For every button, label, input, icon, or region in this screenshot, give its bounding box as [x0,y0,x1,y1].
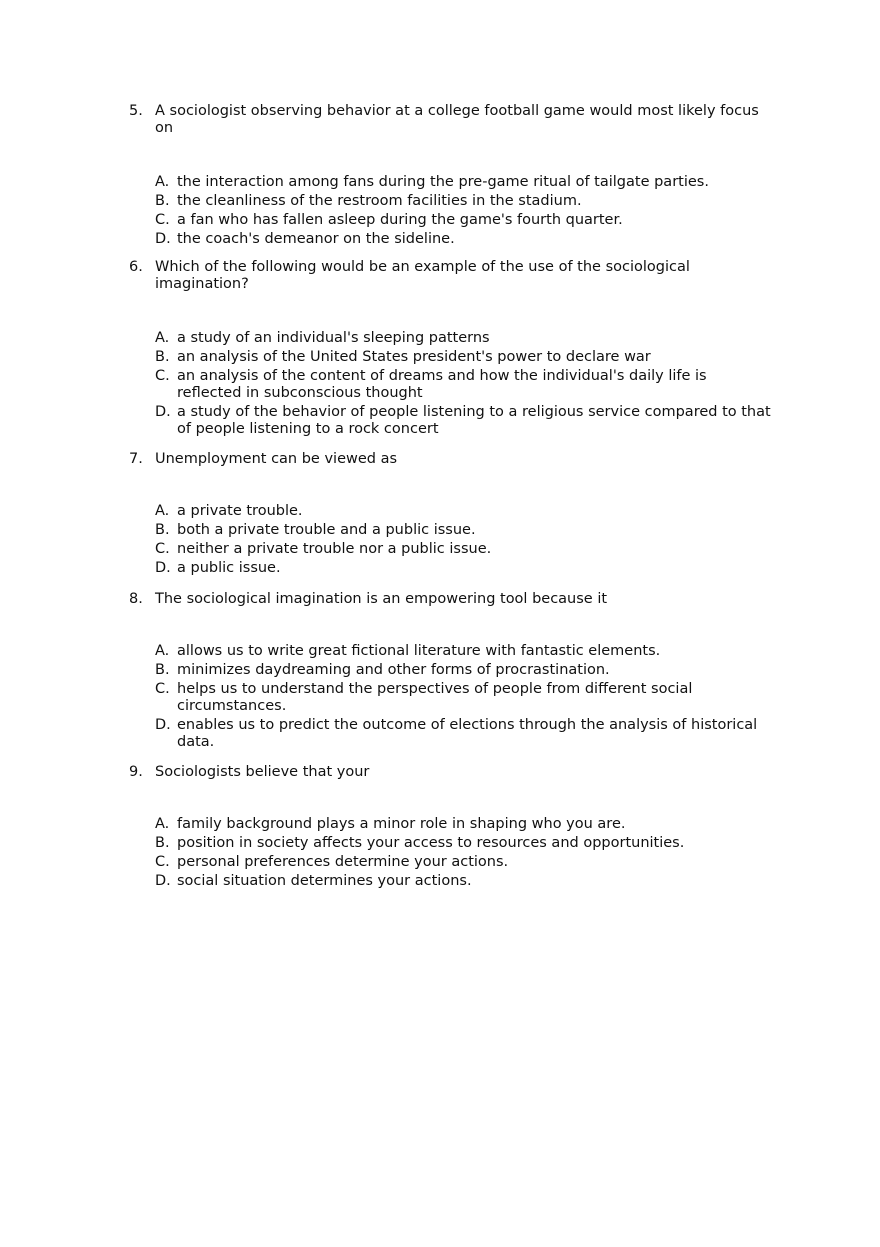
option-letter: C. [155,854,170,870]
option-a [155,174,774,191]
question-9 [129,764,774,892]
question-number: 6. [129,259,143,275]
question-text: Which of the following would be an example of the use of the sociological imagination? [155,259,690,292]
option-text: social situation determines your actions. [177,873,472,889]
question-stem [129,259,774,293]
option-list [155,643,774,751]
option-list [155,174,774,248]
option-c [155,368,774,402]
option-letter: C. [155,681,170,697]
question-6 [129,259,774,440]
option-letter: B. [155,193,170,209]
option-d [155,560,774,577]
question-text: Unemployment can be viewed as [155,451,398,467]
option-letter: B. [155,349,170,365]
option-d [155,873,774,890]
option-text: both a private trouble and a public issue. [177,522,476,538]
option-b [155,193,774,210]
question-8 [129,591,774,753]
option-text: helps us to understand the perspectives of people from different social circumstances. [177,681,693,714]
option-list [155,330,774,438]
option-d [155,404,774,438]
question-stem [129,591,774,608]
question-text: A sociologist observing behavior at a college football game would most likely focus on [155,103,759,136]
option-letter: C. [155,368,170,384]
option-b [155,522,774,539]
option-a [155,503,774,520]
option-text: enables us to predict the outcome of elections through the analysis of historical data. [177,717,758,750]
option-a [155,816,774,833]
option-text: an analysis of the content of dreams and how the individual's daily life is reflected in subconscious thought [177,368,707,401]
option-b [155,662,774,679]
option-text: the interaction among fans during the pre-game ritual of tailgate parties. [177,174,709,190]
option-letter: A. [155,330,170,346]
option-c [155,212,774,229]
option-letter: A. [155,643,170,659]
option-text: the coach's demeanor on the sideline. [177,231,455,247]
option-text: a study of an individual's sleeping patterns [177,330,490,346]
option-c [155,854,774,871]
option-c [155,681,774,715]
option-text: personal preferences determine your actions. [177,854,509,870]
option-letter: C. [155,541,170,557]
option-text: allows us to write great fictional literature with fantastic elements. [177,643,661,659]
option-letter: B. [155,662,170,678]
option-text: minimizes daydreaming and other forms of procrastination. [177,662,610,678]
question-number: 8. [129,591,143,607]
option-b [155,349,774,366]
option-list [155,503,774,577]
question-5 [129,103,774,250]
option-letter: B. [155,522,170,538]
option-text: a public issue. [177,560,281,576]
option-text: a study of the behavior of people listening to a religious service compared to that of people listening to a rock concert [177,404,771,437]
option-letter: A. [155,174,170,190]
question-stem [129,103,774,137]
option-text: an analysis of the United States president's power to declare war [177,349,651,365]
option-b [155,835,774,852]
question-number: 5. [129,103,143,119]
option-letter: D. [155,231,171,247]
option-a [155,330,774,347]
option-text: the cleanliness of the restroom facilities in the stadium. [177,193,582,209]
option-text: a private trouble. [177,503,303,519]
option-letter: A. [155,816,170,832]
question-7 [129,451,774,579]
option-letter: D. [155,717,171,733]
option-a [155,643,774,660]
question-stem [129,764,774,781]
option-letter: D. [155,560,171,576]
question-number: 9. [129,764,143,780]
question-stem [129,451,774,468]
option-letter: C. [155,212,170,228]
question-text: Sociologists believe that your [155,764,370,780]
option-letter: B. [155,835,170,851]
option-letter: D. [155,873,171,889]
option-text: position in society affects your access to resources and opportunities. [177,835,685,851]
option-text: family background plays a minor role in shaping who you are. [177,816,626,832]
option-d [155,717,774,751]
option-c [155,541,774,558]
option-list [155,816,774,890]
option-letter: D. [155,404,171,420]
option-text: neither a private trouble nor a public issue. [177,541,492,557]
question-text: The sociological imagination is an empowering tool because it [155,591,608,607]
option-letter: A. [155,503,170,519]
option-d [155,231,774,248]
question-number: 7. [129,451,143,467]
option-text: a fan who has fallen asleep during the game's fourth quarter. [177,212,623,228]
